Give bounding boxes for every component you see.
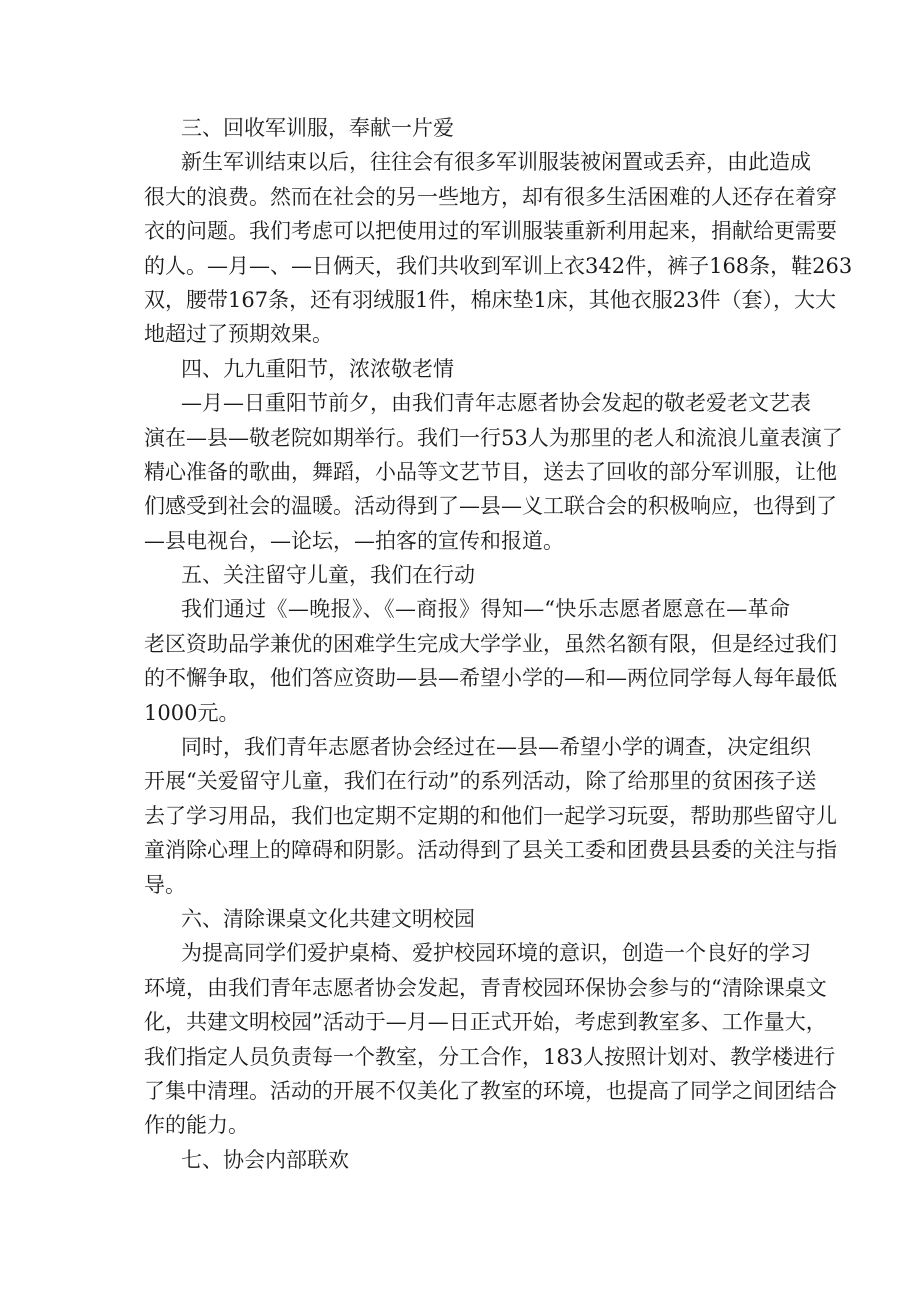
section-heading-5: 五、关注留守儿童，我们在行动 — [181, 563, 475, 588]
paragraph-line: 我们通过《—晚报》、《—商报》得知—“快乐志愿者愿意在—革命 — [181, 597, 790, 622]
paragraph-line: 演在—县—敬老院如期举行。我们一行53人为那里的老人和流浪儿童表演了 — [144, 425, 843, 450]
paragraph-line: 双，腰带167条，还有羽绒服1件，棉床垫1床，其他衣服23件（套），大大 — [144, 287, 837, 312]
section-heading-6: 六、清除课桌文化共建文明校园 — [181, 906, 475, 931]
paragraph-line: 作的能力。 — [144, 1113, 249, 1138]
paragraph-double-ninth-festival — [144, 386, 843, 558]
paragraph-line: 童消除心理上的障碍和阴影。活动得到了县关工委和团费县县委的关注与指 — [144, 838, 837, 863]
paragraph-line: 老区资助品学兼优的困难学生完成大学学业，虽然名额有限，但是经过我们 — [144, 631, 837, 656]
paragraph-line: 很大的浪费。然而在社会的另一些地方，却有很多生活困难的人还存在着穿 — [144, 184, 837, 209]
paragraph-left-behind-children-2 — [144, 730, 837, 902]
paragraph-line: 精心准备的歌曲，舞蹈，小品等文艺节目，送去了回收的部分军训服，让他 — [144, 459, 837, 484]
paragraph-left-behind-children-1 — [144, 592, 837, 730]
paragraph-line: 1000元。 — [144, 700, 240, 725]
document-page — [144, 111, 853, 1177]
paragraph-line: 为提高同学们爱护桌椅、爱护校园环境的意识，创造一个良好的学习 — [181, 941, 811, 966]
paragraph-line: —县电视台，—论坛，—拍客的宣传和报道。 — [144, 528, 564, 553]
paragraph-line: 地超过了预期效果。 — [144, 322, 333, 347]
paragraph-military-uniforms — [144, 145, 853, 351]
paragraph-line: 我们指定人员负责每一个教室，分工合作，183人按照计划对、教学楼进行 — [144, 1044, 836, 1069]
paragraph-line: 了集中清理。活动的开展不仅美化了教室的环境，也提高了同学之间团结合 — [144, 1078, 837, 1103]
paragraph-line: 导。 — [144, 872, 186, 897]
section-heading-3: 三、回收军训服，奉献一片爱 — [181, 116, 454, 140]
section-heading-4: 四、九九重阳节，浓浓敬老情 — [181, 356, 454, 381]
paragraph-line: 们感受到社会的温暖。活动得到了—县—义工联合会的积极响应，也得到了 — [144, 494, 837, 519]
paragraph-line: 同时，我们青年志愿者协会经过在—县—希望小学的调查，决定组织 — [181, 735, 811, 760]
paragraph-line: 开展“关爱留守儿童，我们在行动”的系列活动，除了给那里的贫困孩子送 — [144, 769, 817, 794]
paragraph-line: 环境，由我们青年志愿者协会发起，青青校园环保协会参与的“清除课桌文 — [144, 975, 827, 1000]
paragraph-line: 去了学习用品，我们也定期不定期的和他们一起学习玩耍，帮助那些留守儿 — [144, 803, 837, 828]
paragraph-line: 新生军训结束以后，往往会有很多军训服装被闲置或丢弃，由此造成 — [181, 150, 811, 175]
paragraph-line: —月—日重阳节前夕，由我们青年志愿者协会发起的敬老爱老文艺表 — [181, 391, 811, 416]
paragraph-line: 的不懈争取，他们答应资助—县—希望小学的—和—两位同学每人每年最低 — [144, 666, 837, 691]
paragraph-line: 衣的问题。我们考虑可以把使用过的军训服装重新利用起来，捐献给更需要 — [144, 219, 837, 244]
section-heading-7: 七、协会内部联欢 — [181, 1147, 349, 1172]
paragraph-line: 化，共建文明校园”活动于—月—日正式开始，考虑到教室多、工作量大， — [144, 1010, 827, 1035]
paragraph-line: 的人。—月—、—日俩天，我们共收到军训上衣342件，裤子168条，鞋263 — [144, 253, 853, 278]
paragraph-clean-desks — [144, 936, 837, 1142]
